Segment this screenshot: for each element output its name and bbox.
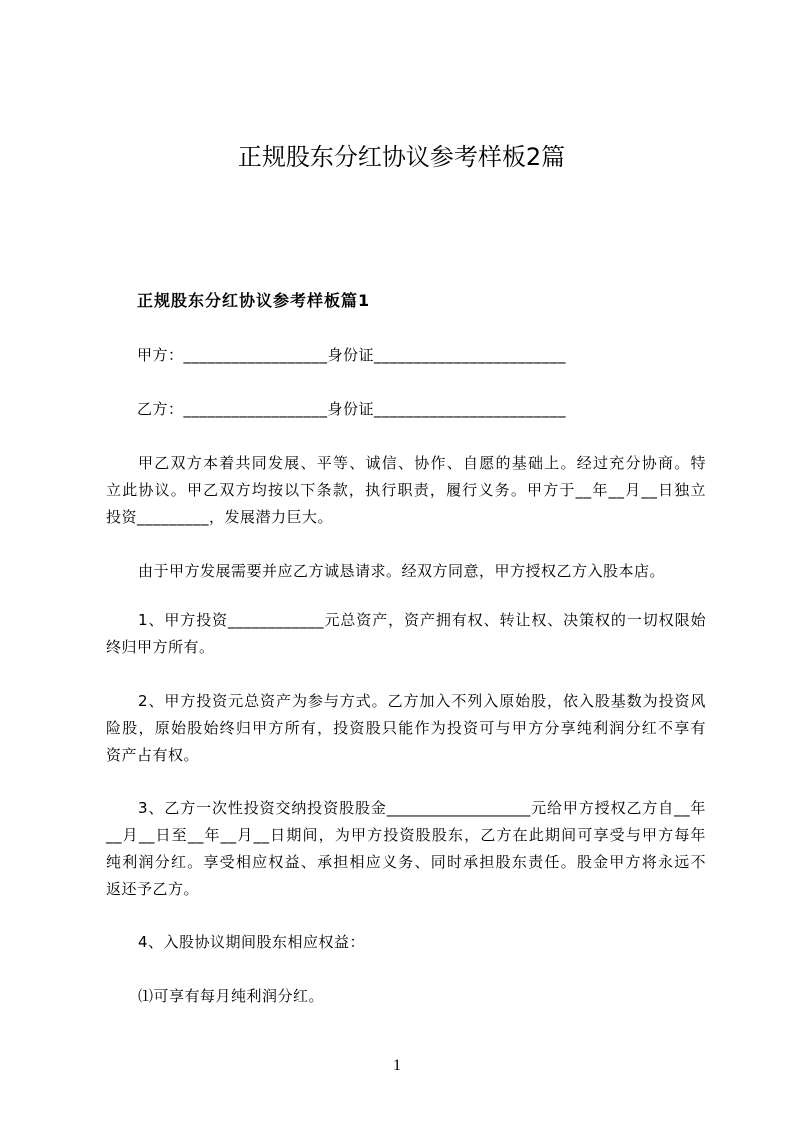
party-a-id-blank: ________________________ <box>374 346 567 364</box>
party-b-id-label: 身份证 <box>327 400 375 418</box>
paragraph-line: __月__日至__年__月__日期间，为甲方投资股股东，乙方在此期间可享受与甲方每年 <box>106 826 706 844</box>
clause-3 <box>106 795 706 903</box>
party-a-id-label: 身份证 <box>327 346 375 364</box>
party-a-label: 甲方： <box>137 346 184 364</box>
clause-1 <box>106 607 706 661</box>
paragraph-line: 3、乙方一次性投资交纳投资股股金__________________元给甲方授权乙方自__年 <box>138 799 706 817</box>
paragraph-line: 返还予乙方。 <box>106 880 200 898</box>
paragraph-line: 由于甲方发展需要并应乙方诚恳请求。经双方同意，甲方授权乙方入股本店。 <box>138 562 666 580</box>
paragraph-line: 立此协议。甲乙双方均按以下条款，执行职责，履行义务。甲方于__年__月__日独立 <box>106 481 706 499</box>
paragraph-purpose <box>106 558 706 585</box>
paragraph-line: 1、甲方投资____________元总资产，资产拥有权、转让权、决策权的一切权限始 <box>138 611 706 629</box>
paragraph-line: 纯利润分红。享受相应权益、承担相应义务、同时承担股东责任。股金甲方将永远不 <box>106 853 706 871</box>
paragraph-line: 终归甲方所有。 <box>106 638 215 656</box>
document-title: 正规股东分红协议参考样板2篇 <box>237 143 566 171</box>
paragraph-line: 甲乙双方本着共同发展、平等、诚信、协作、自愿的基础上。经过充分协商。特 <box>138 454 706 472</box>
paragraph-line: 投资_________，发展潜力巨大。 <box>106 508 334 526</box>
clause-2 <box>106 688 706 769</box>
clause-4-item-1 <box>106 983 706 1010</box>
party-a-line <box>137 342 566 369</box>
page-number: 1 <box>393 1057 401 1074</box>
party-a-name-blank: __________________ <box>183 346 328 364</box>
paragraph-line: 4、入股协议期间股东相应权益： <box>138 933 366 951</box>
paragraph-preamble <box>106 450 706 531</box>
section-heading: 正规股东分红协议参考样板篇1 <box>137 291 371 310</box>
paragraph-line: ⑴可享有每月纯利润分红。 <box>138 987 325 1005</box>
party-b-line <box>137 396 566 423</box>
party-b-label: 乙方： <box>137 400 184 418</box>
paragraph-line: 资产占有权。 <box>106 746 200 764</box>
clause-4 <box>106 929 706 956</box>
paragraph-line: 险股，原始股始终归甲方所有，投资股只能作为投资可与甲方分享纯利润分红不享有 <box>106 719 706 737</box>
paragraph-line: 2、甲方投资元总资产为参与方式。乙方加入不列入原始股，依入股基数为投资风 <box>138 692 706 710</box>
party-b-id-blank: ________________________ <box>374 400 567 418</box>
party-b-name-blank: __________________ <box>183 400 328 418</box>
